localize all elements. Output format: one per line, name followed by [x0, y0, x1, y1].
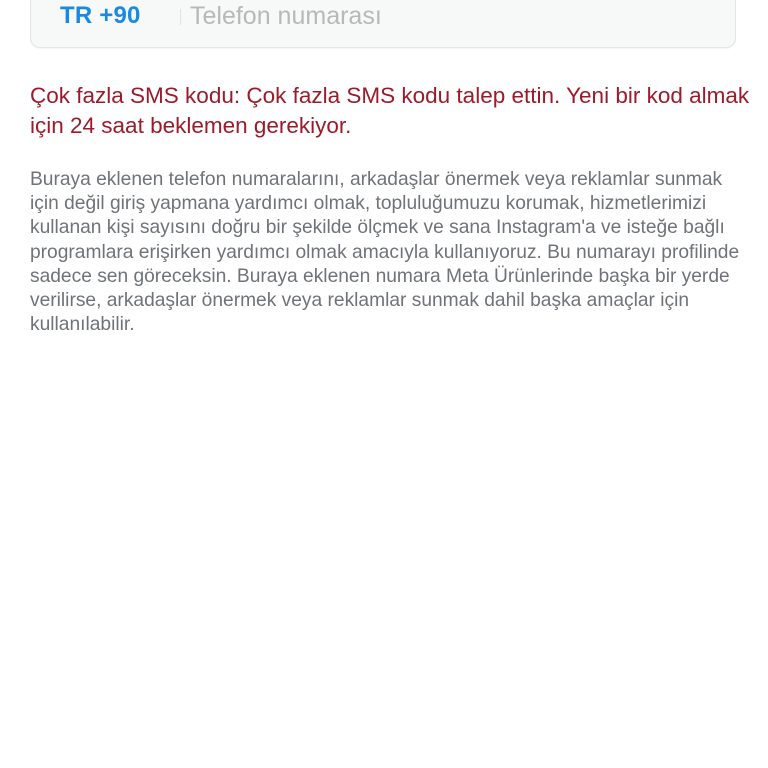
phone-number-input[interactable]: [190, 0, 710, 33]
field-divider: [180, 9, 181, 25]
error-message: Çok fazla SMS kodu: Çok fazla SMS kodu talep ettin. Yeni bir kod almak için 24 saat beklemen gerekiyor.: [30, 83, 750, 138]
country-code-selector[interactable]: TR +90: [60, 2, 141, 29]
phone-number-field: [30, 0, 736, 48]
phone-usage-info: Buraya eklenen telefon numaralarını, arkadaşlar önermek veya reklamlar sunmak için değil giriş yapmana yardımcı olmak, topluluğumuzu korumak, hizmetlerimizi kullanan kişi sayısını doğru bir şekilde ölçmek ve sana Instagram'a ve isteğe bağlı programlara erişirken yardımcı olmak amacıyla kullanıyoruz. Bu numarayı profilinde sadece sen göreceksin. Buraya eklenen numara Meta Ürünlerinde başka bir yerde verilirse, arkadaşlar önermek veya reklamlar sunmak dahil başka amaçlar için kullanılabilir.: [30, 169, 740, 336]
